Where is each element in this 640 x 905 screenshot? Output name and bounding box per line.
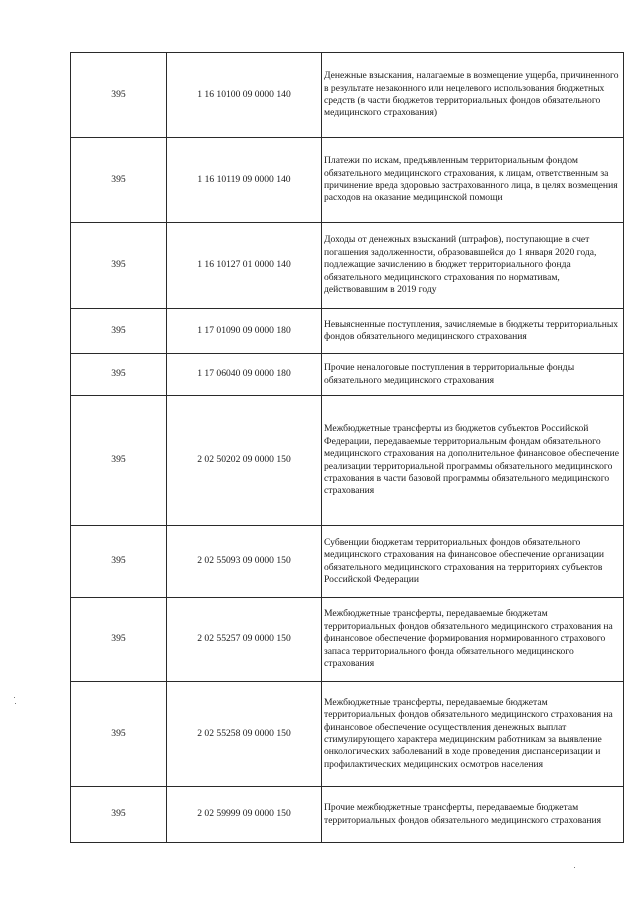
budget-code-cell: 2 02 55258 09 0000 150: [167, 682, 322, 787]
admin-code-cell: 395: [71, 787, 167, 843]
budget-code-cell: 2 02 59999 09 0000 150: [167, 787, 322, 843]
budget-code-cell: 1 16 10127 01 0000 140: [167, 223, 322, 309]
table-row: [71, 526, 624, 598]
budget-codes-table: [70, 52, 624, 843]
scan-speck: [14, 697, 15, 698]
budget-code-cell: 2 02 55093 09 0000 150: [167, 526, 322, 598]
scan-speck: [15, 703, 16, 704]
table-row: [71, 223, 624, 309]
budget-code-cell: 2 02 55257 09 0000 150: [167, 598, 322, 682]
admin-code-cell: 395: [71, 309, 167, 354]
revenue-name-cell: Платежи по искам, предъявленным территориальным фондом обязательного медицинского страхования, к лицам, ответственным за причинение вреда здоровью застрахованного лица, в целях возмещения расходов на оказание медицинской помощи: [322, 138, 624, 223]
table-row: [71, 309, 624, 354]
budget-code-cell: 1 16 10119 09 0000 140: [167, 138, 322, 223]
admin-code-cell: 395: [71, 526, 167, 598]
budget-code-cell: 2 02 50202 09 0000 150: [167, 396, 322, 526]
revenue-name-cell: Прочие неналоговые поступления в территориальные фонды обязательного медицинского страхования: [322, 354, 624, 396]
table-row: [71, 354, 624, 396]
table-row: [71, 53, 624, 138]
admin-code-cell: 395: [71, 598, 167, 682]
admin-code-cell: 395: [71, 354, 167, 396]
revenue-name-cell: Невыясненные поступления, зачисляемые в бюджеты территориальных фондов обязательного медицинского страхования: [322, 309, 624, 354]
table-row: [71, 138, 624, 223]
table-row: [71, 787, 624, 843]
table-row: [71, 598, 624, 682]
budget-code-cell: 1 16 10100 09 0000 140: [167, 53, 322, 138]
revenue-name-cell: Прочие межбюджетные трансферты, передаваемые бюджетам территориальных фондов обязательного медицинского страхования: [322, 787, 624, 843]
admin-code-cell: 395: [71, 53, 167, 138]
revenue-name-cell: Межбюджетные трансферты, передаваемые бюджетам территориальных фондов обязательного медицинского страхования на финансовое обеспечение осуществления денежных выплат стимулирующего характера медицинским работникам за выявление онкологических заболеваний в ходе проведения диспансеризации и профилактических медицинских осмотров населения: [322, 682, 624, 787]
admin-code-cell: 395: [71, 396, 167, 526]
revenue-name-cell: Доходы от денежных взысканий (штрафов), поступающие в счет погашения задолженности, образовавшейся до 1 января 2020 года, подлежащие зачислению в бюджет территориального фонда обязательного медицинского страхования по нормативам, действовавшим в 2019 году: [322, 223, 624, 309]
budget-code-cell: 1 17 06040 09 0000 180: [167, 354, 322, 396]
revenue-name-cell: Денежные взыскания, налагаемые в возмещение ущерба, причиненного в результате незаконного или нецелевого использования бюджетных средств (в части бюджетов территориальных фондов обязательного медицинского страхования): [322, 53, 624, 138]
revenue-name-cell: Межбюджетные трансферты, передаваемые бюджетам территориальных фондов обязательного медицинского страхования на финансовое обеспечение формирования нормированного страхового запаса территориального фонда обязательного медицинского страхования: [322, 598, 624, 682]
admin-code-cell: 395: [71, 138, 167, 223]
admin-code-cell: 395: [71, 223, 167, 309]
budget-code-cell: 1 17 01090 09 0000 180: [167, 309, 322, 354]
admin-code-cell: 395: [71, 682, 167, 787]
scan-speck: [574, 867, 575, 868]
revenue-name-cell: Межбюджетные трансферты из бюджетов субъектов Российской Федерации, передаваемые территориальным фондам обязательного медицинского страхования на дополнительное финансовое обеспечение реализации территориальной программы обязательного медицинского страхования в части базовой программы обязательного медицинского страхования: [322, 396, 624, 526]
revenue-name-cell: Субвенции бюджетам территориальных фондов обязательного медицинского страхования на финансовое обеспечение организации обязательного медицинского страхования на территориях субъектов Российской Федерации: [322, 526, 624, 598]
table-row: [71, 396, 624, 526]
table-row: [71, 682, 624, 787]
